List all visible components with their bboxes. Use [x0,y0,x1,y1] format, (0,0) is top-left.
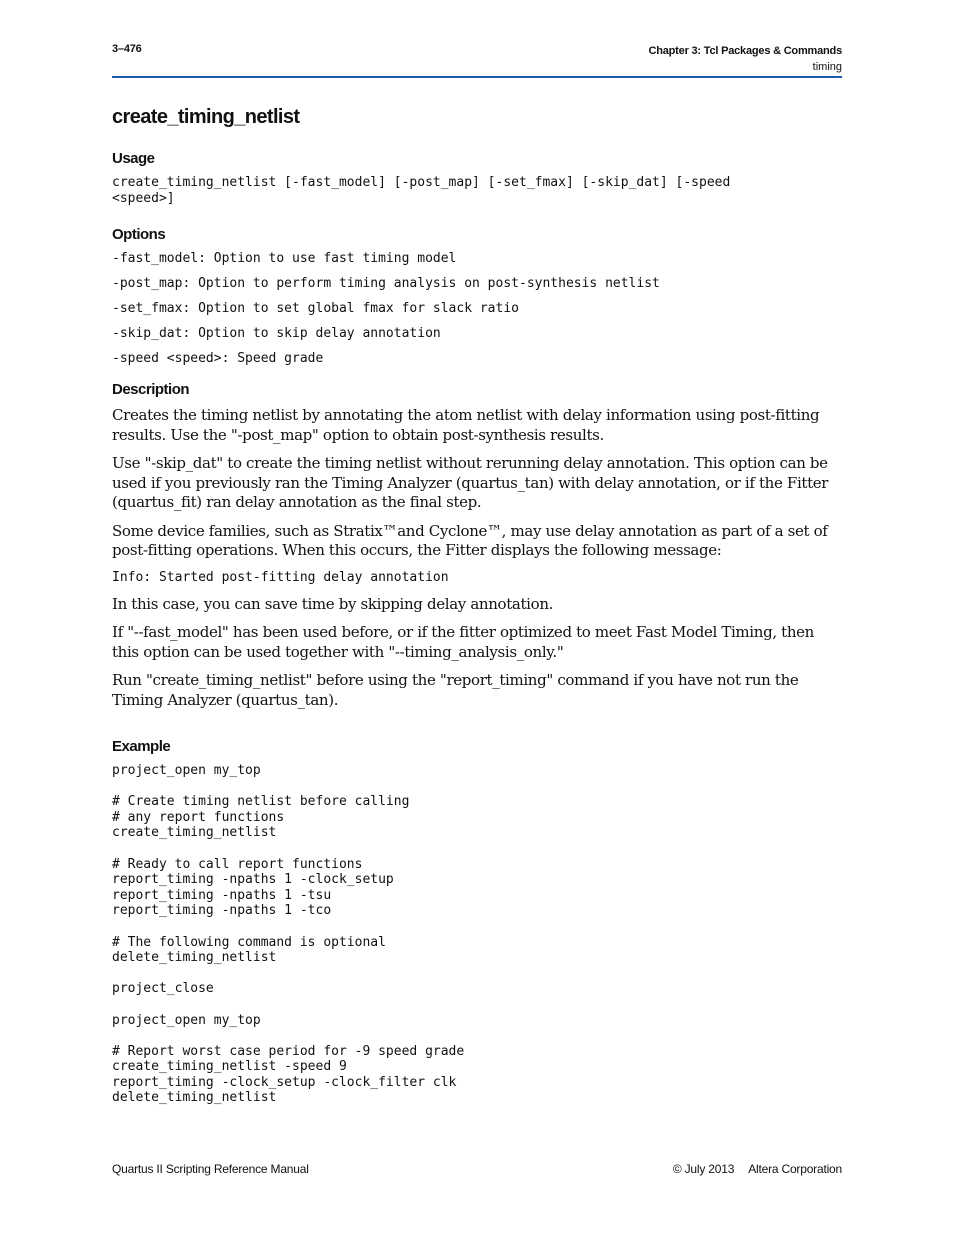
footer-company: Altera Corporation [748,1162,842,1176]
description-paragraph: If "--fast_model" has been used before, or if the fitter optimized to meet Fast Model Timing, then this option can be used together with "--timing_analysis_only." [112,623,814,661]
chapter-title: Chapter 3: Tcl Packages & Commands [648,45,842,57]
section-title: timing [812,61,842,73]
example-heading: Example [112,738,171,755]
footer-date: © July 2013 [672,1162,735,1176]
page-number: 3–476 [112,43,142,55]
example-code: project_open my_top # Create timing netlist before calling # any report functions create_timing_netlist # Ready to call report functions report_timing -npaths 1 -clock_setup report_timing -npaths 1 -tsu report_timing -npaths 1 -tco # The following command is optional delete_timing_netlist project_close project_open my_top # Report worst case period for -9 speed grade create_timing_netlist -speed 9 report_timing -clock_setup -clock_filter clk delete_timing_netlist [112,763,465,1106]
options-heading: Options [112,226,166,243]
description-paragraph: Some device families, such as Stratix™and Cyclone™, may use delay annotation as part of a set of post-fitting operations. When this occurs, the Fitter displays the following message: [112,521,828,559]
description-paragraph: In this case, you can save time by skipping delay annotation. [112,594,554,613]
usage-code: create_timing_netlist [-fast_model] [-post_map] [-set_fmax] [-skip_dat] [-speed <speed>] [112,175,731,206]
running-header [648,43,842,75]
option-skip-dat: -skip_dat: Option to skip delay annotation [112,326,441,341]
info-message-code: Info: Started post-fitting delay annotation [112,569,449,585]
description-heading: Description [112,381,190,398]
description-paragraph: Creates the timing netlist by annotating the atom netlist with delay information using post-fitting results. Use the "-post_map" option to obtain post-synthesis results. [112,406,820,444]
usage-heading: Usage [112,150,155,167]
header-rule [112,76,842,78]
footer-copyright [673,1162,842,1176]
page-content [112,103,842,1106]
command-title: create_timing_netlist [112,106,300,128]
option-post-map: -post_map: Option to perform timing analysis on post-synthesis netlist [112,276,660,291]
description-paragraph: Run "create_timing_netlist" before using the "report_timing" command if you have not run the Timing Analyzer (quartus_tan). [112,671,799,709]
description-paragraph: Use "-skip_dat" to create the timing netlist without rerunning delay annotation. This option can be used if you previously ran the Timing Analyzer (quartus_tan) with delay annotation, or if the Fitter (quartus_fit) ran delay annotation as the final step. [112,454,829,511]
option-speed: -speed <speed>: Speed grade [112,351,324,366]
option-set-fmax: -set_fmax: Option to set global fmax for slack ratio [112,301,519,316]
option-fast-model: -fast_model: Option to use fast timing model [112,251,457,266]
options-list [112,251,842,367]
footer-manual-title: Quartus II Scripting Reference Manual [112,1162,309,1176]
